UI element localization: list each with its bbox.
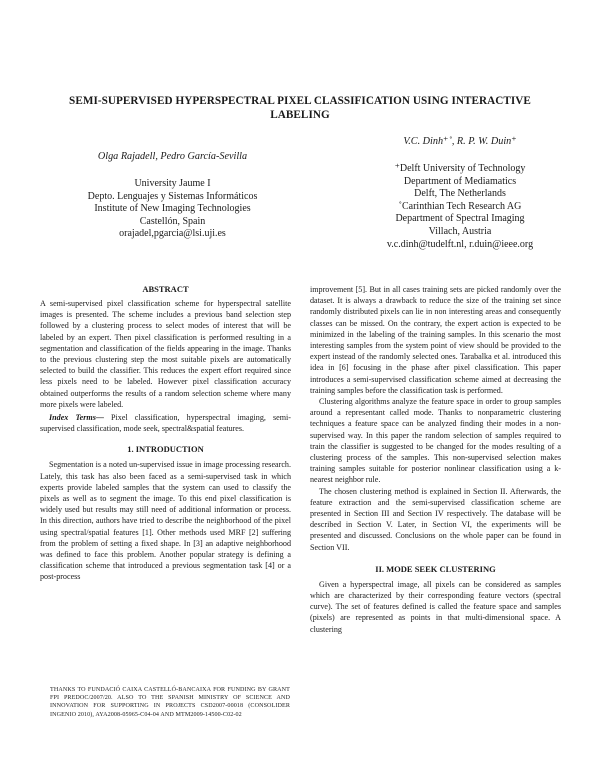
right-column [310,284,561,635]
section-2-heading: II. MODE SEEK CLUSTERING [375,563,496,574]
affiliation-right-email: v.c.dinh@tudelft.nl, r.duin@ieee.org [386,238,534,250]
affiliation-right-line: ˚Carinthian Tech Research AG [398,200,522,212]
intro-paragraph: Segmentation is a noted un-supervised issue in image processing research. Lately, this task has also been faced as a semi-supervised task in which experts provide labeled samples that the system can used to classify the pixels as well as to segment the image. To this end pixel classification is widely used but results may still need of additional information or process. In this direction, authors have tried to describe the neighborhood of the pixel using spectral/spatial features [1]. Other methods used MRF [2] suffering from the problem of setting a fixed shape. In [3] an adaptive neighborhood was defined to face this problem. Another popular strategy is defining a classification scheme that introduced a previous segmentation task [4] or a post-process [40,460,291,582]
authors-left: Olga Rajadell, Pedro García-Sevilla [97,151,248,162]
affiliation-left-line: University Jaume I [134,178,211,189]
clustering-paragraph: Clustering algorithms analyze the feature space in order to group samples around a representant called mode. Thanks to nonparametric clustering techniques a feature space can be analyzed finding their modes in a non-supervised way. In this paper the random selection of samples required to train the classifier is suggested to be changed for the modes resulting of a clustering process of the samples. This non-supervised selection makes training samples suitable for posterior nonlinear classification using a k-nearest neighbor rule. [310,397,561,485]
affiliation-left [40,178,305,241]
intro-continued-paragraph: improvement [5]. But in all cases training sets are picked randomly over the dataset. It is always a drawback to reduce the size of the training set since randomly distributed pixels can lie in non interesting areas and consequently classes can be missed. On the contrary, the expert action is expected to be minimized in the labeling of the training samples. In this scenario the most interesting samples from the system point of view should be provided to the expert instead of the randomly selected ones. Tarabalka et al. introduced this idea in [6] focusing in the phase after pixel classification. This paper introduces a semi-supervised classification scheme aimed at decreasing the training samples before the classification task is performed. [310,285,561,395]
affiliation-right [325,163,595,251]
affiliation-left-line: Depto. Lenguajes y Sistemas Informáticos [87,190,258,202]
affiliation-right-line: Delft, The Netherlands [414,188,506,200]
paper-title: SEMI-SUPERVISED HYPERSPECTRAL PIXEL CLASSIFICATION USING INTERACTIVE LABELING [69,95,531,121]
index-terms-text: Pixel classification, hyperspectral imaging, semi-supervised classification, mode seek, spectral&spatial features. [40,413,291,434]
authors-right: V.C. Dinh⁺˚, R. P. W. Duin⁺ [403,136,517,147]
index-terms-label: Index Terms— [49,413,104,423]
abstract-text: A semi-supervised pixel classification scheme for hyperspectral satellite images is presented. The scheme includes a previous band selection step followed by a clustering process to select modes of interest that will be labeled by an expert. Then pixel classification is performed resulting in a segmentation and classification of the fields appearing in the image. Thanks to the previous clustering step the most suitable pixels are automatically selected to build the classifier. This reduces the expert effort required since less pixels need to be labeled. However pixel classification accuracy obtained outperforms the results of a random selection scheme where many more pixels were labeled. [40,299,291,409]
footnote: THANKS TO FUNDACIÓ CAIXA CASTELLÓ-BANCAIXA FOR FUNDING BY GRANT FPI PREDOC/2007/20. ALSO TO THE SPANISH MINISTRY OF SCIENCE AND INNOVATION FOR SUPPORTING IN PROJECTS CSD2007-00018 (CONSOLIDER INGENIO 2010), AYA2008-05965-C04-04 AND MTM2009-14500-C02-02 [50,687,290,718]
outline-paragraph: The chosen clustering method is explained in Section II. Afterwards, the feature extraction and the semi-supervised classification scheme are presented in Section III and Section IV respectively. The database will be described in Section V. Later, in Section VI, the experiments will be presented and discussed. Conclusions on the whole paper can be found in Section VII. [310,486,561,552]
section-1-heading: 1. INTRODUCTION [127,444,204,455]
affiliation-right-line: Department of Mediamatics [403,175,517,187]
affiliation-right-line: Villach, Austria [428,225,492,237]
affiliation-left-line: Castellón, Spain [139,215,206,227]
affiliation-left-email: orajadel,pgarcia@lsi.uji.es [119,228,226,240]
mode-seek-paragraph: Given a hyperspectral image, all pixels can be considered as samples which are characterized by their corresponding feature vectors (spectral curve). The set of features defined is called the feature space and samples (pixels) are represented as points in that multi-dimensional space. A clustering [310,579,561,634]
abstract-heading: ABSTRACT [142,284,189,294]
affiliation-left-line: Institute of New Imaging Technologies [94,203,251,215]
affiliation-right-line: ⁺Delft University of Technology [394,163,526,174]
left-column [40,284,291,583]
index-terms [40,412,291,434]
affiliation-right-line: Department of Spectral Imaging [395,213,525,225]
